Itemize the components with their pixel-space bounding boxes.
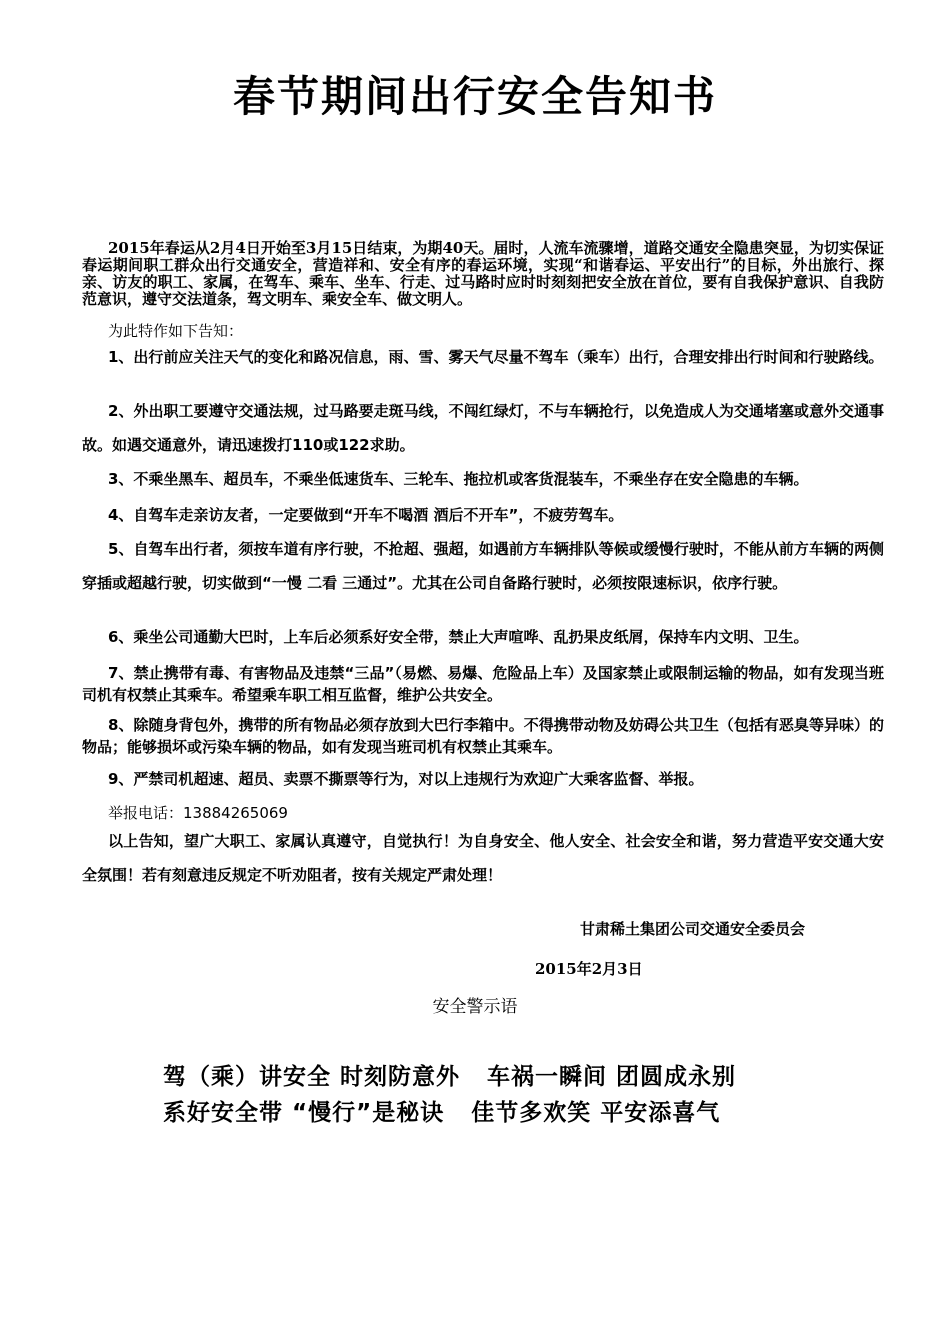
signature-date: 2015年2月3日 xyxy=(535,960,643,978)
signature-organization: 甘肃稀土集团公司交通安全委员会 xyxy=(580,920,806,938)
notice-item-1: 1、出行前应关注天气的变化和路况信息，雨、雪、雾天气尽量不驾车（乘车）出行，合理安排出行时间和行驶路线。 xyxy=(108,348,884,366)
notice-item-4: 4、自驾车走亲访友者，一定要做到“开车不喝酒 酒后不开车”，不疲劳驾车。 xyxy=(108,506,624,524)
slogan-heading: 安全警示语 xyxy=(432,997,518,1017)
notice-item-5: 5、自驾车出行者，须按车道有序行驶，不抢超、强超，如遇前方车辆排队等候或缓慢行驶时，不能从前方车辆的两侧穿插或超越行驶，切实做到“一慢 二看 三通过”。尤其在公司自备路行驶时，必须按限速标识，依序行驶。 xyxy=(82,540,884,592)
notice-item-7: 7、禁止携带有毒、有害物品及违禁“三品”（易燃、易爆、危险品上车）及国家禁止或限制运输的物品，如有发现当班司机有权禁止其乘车。希望乘车职工相互监督，维护公共安全。 xyxy=(82,664,884,704)
lead-text: 为此特作如下告知： xyxy=(108,322,244,340)
page-title: 春节期间出行安全告知书 xyxy=(232,72,717,121)
notice-item-2: 2、外出职工要遵守交通法规，过马路要走斑马线，不闯红绿灯，不与车辆抢行，以免造成人为交通堵塞或意外交通事故。如遇交通意外，请迅速拨打110或122求助。 xyxy=(82,402,884,454)
slogan-line-1: 驾（乘）讲安全 时刻防意外 车祸一瞬间 团圆成永别 xyxy=(163,1064,737,1090)
slogan-line-2: 系好安全带 “慢行”是秘诀 佳节多欢笑 平安添喜气 xyxy=(163,1100,721,1126)
intro-paragraph: 2015年春运从2月4日开始至3月15日结束，为期40天。届时，人流车流骤增，道路交通安全隐患突显，为切实保证春运期间职工群众出行交通安全，营造祥和、安全有序的春运环境，实现“和谐春运、平安出行”的目标，外出旅行、探亲、访友的职工、家属，在驾车、乘车、坐车、行走、过马路时应时时刻刻把安全放在首位，要有自我保护意识、自我防范意识，遵守交法道条，驾文明车、乘安全车、做文明人。 xyxy=(82,239,884,308)
notice-item-3: 3、不乘坐黑车、超员车，不乘坐低速货车、三轮车、拖拉机或客货混装车，不乘坐存在安全隐患的车辆。 xyxy=(108,470,809,488)
report-hotline: 举报电话：13884265069 xyxy=(108,804,288,822)
notice-item-9: 9、严禁司机超速、超员、卖票不撕票等行为，对以上违规行为欢迎广大乘客监督、举报。 xyxy=(108,770,704,788)
notice-item-6: 6、乘坐公司通勤大巴时，上车后必须系好安全带，禁止大声喧哗、乱扔果皮纸屑，保持车内文明、卫生。 xyxy=(108,628,809,646)
notice-item-8: 8、除随身背包外，携带的所有物品必须存放到大巴行李箱中。不得携带动物及妨碍公共卫生（包括有恶臭等异味）的物品；能够损坏或污染车辆的物品，如有发现当班司机有权禁止其乘车。 xyxy=(82,716,884,756)
closing-paragraph: 以上告知，望广大职工、家属认真遵守，自觉执行！为自身安全、他人安全、社会安全和谐，努力营造平安交通大安全氛围！若有刻意违反规定不听劝阻者，按有关规定严肃处理！ xyxy=(82,832,884,884)
